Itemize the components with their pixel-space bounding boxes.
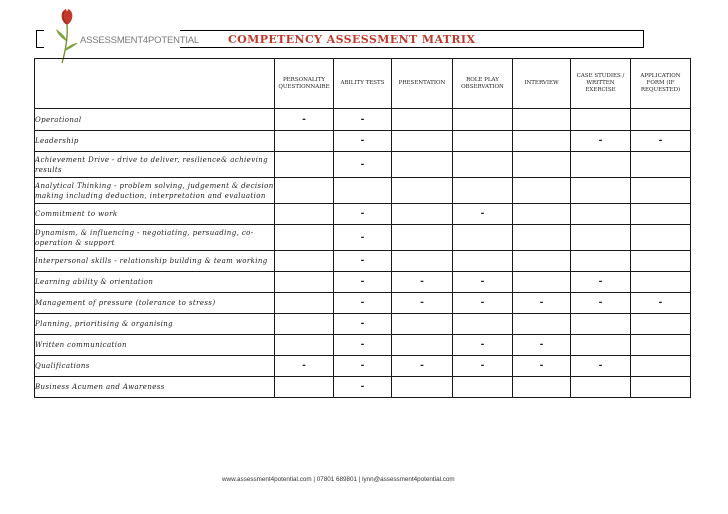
assessment-mark [571, 314, 631, 335]
assessment-mark: - [334, 251, 392, 272]
assessment-mark: - [334, 131, 392, 152]
assessment-mark: - [392, 356, 453, 377]
competency-label: Dynamism, & influencing - negotiating, persuading, co-operation & support [35, 225, 275, 251]
assessment-mark [392, 251, 453, 272]
assessment-mark [275, 272, 334, 293]
assessment-mark [631, 204, 691, 225]
assessment-mark [513, 204, 571, 225]
assessment-mark [392, 225, 453, 251]
assessment-mark [631, 178, 691, 204]
header-row [35, 59, 691, 109]
assessment-mark [453, 152, 513, 178]
assessment-mark [392, 178, 453, 204]
competency-label: Planning, prioritising & organising [35, 314, 275, 335]
assessment-mark [513, 272, 571, 293]
corner-cell [35, 59, 275, 109]
competency-label: Leadership [35, 131, 275, 152]
assessment-mark [513, 152, 571, 178]
assessment-mark [631, 356, 691, 377]
competency-label: Management of pressure (tolerance to stress) [35, 293, 275, 314]
assessment-mark: - [631, 293, 691, 314]
assessment-mark [392, 131, 453, 152]
assessment-mark [571, 377, 631, 398]
assessment-mark [275, 225, 334, 251]
assessment-mark [631, 272, 691, 293]
assessment-mark: - [275, 109, 334, 131]
assessment-mark: - [571, 272, 631, 293]
assessment-mark [513, 377, 571, 398]
assessment-mark [392, 377, 453, 398]
assessment-mark [571, 109, 631, 131]
assessment-mark: - [513, 356, 571, 377]
assessment-mark [631, 377, 691, 398]
assessment-mark [453, 109, 513, 131]
page-title: COMPETENCY ASSESSMENT MATRIX [228, 33, 476, 46]
column-header: CASE STUDIES / WRITTEN EXERCISE [571, 59, 631, 109]
assessment-mark: - [334, 377, 392, 398]
assessment-mark: - [631, 131, 691, 152]
competency-label: Analytical Thinking - problem solving, judgement & decision making including deduction, interpretation and evaluation [35, 178, 275, 204]
assessment-mark [631, 109, 691, 131]
assessment-mark: - [334, 314, 392, 335]
table-row [35, 204, 691, 225]
column-header: ROLE PLAY OBSERVATION [453, 59, 513, 109]
assessment-mark [453, 131, 513, 152]
assessment-mark: - [513, 335, 571, 356]
assessment-mark [392, 109, 453, 131]
assessment-mark [513, 109, 571, 131]
assessment-mark: - [571, 131, 631, 152]
assessment-mark [275, 293, 334, 314]
assessment-mark: - [453, 293, 513, 314]
table-row [35, 109, 691, 131]
competency-matrix [34, 58, 691, 398]
assessment-mark [513, 251, 571, 272]
assessment-mark: - [334, 356, 392, 377]
assessment-mark [453, 251, 513, 272]
assessment-mark [513, 314, 571, 335]
assessment-mark [571, 335, 631, 356]
assessment-mark: - [275, 356, 334, 377]
assessment-mark: - [392, 293, 453, 314]
assessment-mark [571, 251, 631, 272]
assessment-mark [631, 152, 691, 178]
assessment-mark [275, 152, 334, 178]
competency-label: Achievement Drive - drive to deliver, resilience& achieving results [35, 152, 275, 178]
competency-label: Learning ability & orientation [35, 272, 275, 293]
assessment-mark [275, 178, 334, 204]
assessment-mark: - [453, 356, 513, 377]
assessment-mark [453, 314, 513, 335]
assessment-mark [275, 251, 334, 272]
assessment-mark [571, 152, 631, 178]
assessment-mark: - [334, 225, 392, 251]
column-header: ABILITY TESTS [334, 59, 392, 109]
competency-label: Commitment to work [35, 204, 275, 225]
assessment-mark: - [571, 356, 631, 377]
assessment-mark: - [513, 293, 571, 314]
competency-label: Qualifications [35, 356, 275, 377]
table-row [35, 335, 691, 356]
assessment-mark: - [453, 272, 513, 293]
assessment-mark [631, 251, 691, 272]
column-header: PRESENTATION [392, 59, 453, 109]
assessment-mark [275, 314, 334, 335]
table-row [35, 377, 691, 398]
assessment-mark [571, 225, 631, 251]
assessment-mark [392, 152, 453, 178]
table-row [35, 314, 691, 335]
competency-label: Business Acumen and Awareness [35, 377, 275, 398]
assessment-mark [275, 131, 334, 152]
table-row [35, 225, 691, 251]
competency-label: Written communication [35, 335, 275, 356]
assessment-mark [513, 178, 571, 204]
table-row [35, 293, 691, 314]
assessment-mark: - [334, 204, 392, 225]
table-row [35, 131, 691, 152]
matrix-body [35, 109, 691, 398]
assessment-mark: - [334, 152, 392, 178]
column-header: PERSONALITY QUESTIONNAIRE [275, 59, 334, 109]
assessment-mark: - [334, 109, 392, 131]
assessment-mark: - [453, 335, 513, 356]
assessment-mark: - [453, 204, 513, 225]
assessment-mark [631, 225, 691, 251]
assessment-mark: - [571, 293, 631, 314]
table-row [35, 272, 691, 293]
assessment-mark [392, 204, 453, 225]
assessment-mark [513, 131, 571, 152]
assessment-mark [453, 377, 513, 398]
table-row [35, 152, 691, 178]
assessment-mark [571, 204, 631, 225]
table-row [35, 251, 691, 272]
table-row [35, 178, 691, 204]
assessment-mark [392, 314, 453, 335]
column-header: INTERVIEW [513, 59, 571, 109]
assessment-mark [275, 377, 334, 398]
logo-text: ASSESSMENT4POTENTIAL [80, 35, 200, 46]
assessment-mark: - [334, 335, 392, 356]
assessment-mark [631, 314, 691, 335]
assessment-mark [334, 178, 392, 204]
table-row [35, 356, 691, 377]
assessment-mark [453, 178, 513, 204]
assessment-mark [275, 204, 334, 225]
assessment-mark [513, 225, 571, 251]
assessment-mark: - [334, 272, 392, 293]
assessment-mark [392, 335, 453, 356]
assessment-mark [453, 225, 513, 251]
assessment-mark: - [334, 293, 392, 314]
column-header: APPLICATION FORM (IF REQUESTED) [631, 59, 691, 109]
footer-contact: www.assessment4potential.com | 07801 689801 | lynn@assessment4potential.com [222, 476, 455, 483]
assessment-mark [275, 335, 334, 356]
competency-label: Operational [35, 109, 275, 131]
assessment-mark [631, 335, 691, 356]
competency-label: Interpersonal skills - relationship building & team working [35, 251, 275, 272]
assessment-mark [571, 178, 631, 204]
assessment-mark: - [392, 272, 453, 293]
